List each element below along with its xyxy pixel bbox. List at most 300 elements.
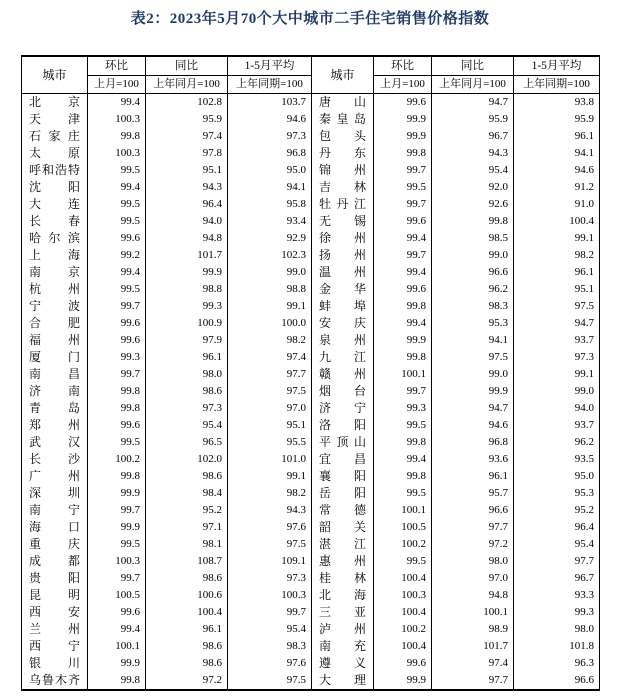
left-yoy-cell: 98.6 xyxy=(146,655,228,672)
left-mom-cell: 99.6 xyxy=(88,315,146,332)
left-city-cell: 成都 xyxy=(22,553,88,570)
left-city-cell: 厦门 xyxy=(22,349,88,366)
right-city-cell: 韶关 xyxy=(312,519,374,536)
left-avg-cell: 99.1 xyxy=(228,298,312,315)
right-yoy-cell: 96.6 xyxy=(432,264,514,281)
left-avg-cell: 100.3 xyxy=(228,587,312,604)
left-mom-cell: 100.2 xyxy=(88,451,146,468)
right-city-cell: 平顶山 xyxy=(312,434,374,451)
right-city-cell: 桂林 xyxy=(312,570,374,587)
left-mom-cell: 100.3 xyxy=(88,145,146,162)
right-city-cell: 济宁 xyxy=(312,400,374,417)
table-row xyxy=(22,247,600,264)
right-mom-cell: 99.8 xyxy=(374,468,432,485)
left-yoy-cell: 102.8 xyxy=(146,94,228,112)
right-mom-cell: 100.3 xyxy=(374,587,432,604)
left-avg-cell: 98.8 xyxy=(228,281,312,298)
right-city-cell: 金华 xyxy=(312,281,374,298)
left-mom-cell: 99.9 xyxy=(88,519,146,536)
left-yoy-cell: 102.0 xyxy=(146,451,228,468)
header-avg-left: 1-5月平均 xyxy=(228,56,312,76)
right-city-cell: 北海 xyxy=(312,587,374,604)
right-mom-cell: 100.4 xyxy=(374,604,432,621)
right-yoy-cell: 95.7 xyxy=(432,485,514,502)
left-yoy-cell: 96.1 xyxy=(146,349,228,366)
right-yoy-cell: 94.7 xyxy=(432,400,514,417)
right-avg-cell: 94.1 xyxy=(514,145,600,162)
left-city-cell: 呼和浩特 xyxy=(22,162,88,179)
right-mom-cell: 100.1 xyxy=(374,502,432,519)
left-yoy-cell: 100.9 xyxy=(146,315,228,332)
left-city-cell: 乌鲁木齐 xyxy=(22,672,88,690)
left-yoy-cell: 96.1 xyxy=(146,621,228,638)
left-city-cell: 昆明 xyxy=(22,587,88,604)
right-city-cell: 蚌埠 xyxy=(312,298,374,315)
right-yoy-cell: 101.7 xyxy=(432,638,514,655)
left-avg-cell: 99.0 xyxy=(228,264,312,281)
right-avg-cell: 99.0 xyxy=(514,383,600,400)
right-yoy-cell: 96.7 xyxy=(432,128,514,145)
left-mom-cell: 99.8 xyxy=(88,383,146,400)
left-avg-cell: 97.4 xyxy=(228,349,312,366)
header-mom-left: 环比 xyxy=(88,56,146,76)
right-yoy-cell: 97.2 xyxy=(432,536,514,553)
right-avg-cell: 96.6 xyxy=(514,672,600,690)
right-city-cell: 赣州 xyxy=(312,366,374,383)
right-yoy-cell: 92.0 xyxy=(432,179,514,196)
right-yoy-cell: 98.5 xyxy=(432,230,514,247)
table-row xyxy=(22,417,600,434)
right-avg-cell: 93.7 xyxy=(514,332,600,349)
right-mom-cell: 100.4 xyxy=(374,638,432,655)
table-row xyxy=(22,502,600,519)
table-row xyxy=(22,485,600,502)
right-avg-cell: 95.0 xyxy=(514,468,600,485)
right-city-cell: 遵义 xyxy=(312,655,374,672)
right-mom-cell: 99.7 xyxy=(374,383,432,400)
header-yoy-base-left: 上年同月=100 xyxy=(146,76,228,94)
right-avg-cell: 95.2 xyxy=(514,502,600,519)
left-yoy-cell: 100.4 xyxy=(146,604,228,621)
right-yoy-cell: 96.8 xyxy=(432,434,514,451)
left-yoy-cell: 98.6 xyxy=(146,638,228,655)
left-avg-cell: 97.7 xyxy=(228,366,312,383)
right-city-cell: 泸州 xyxy=(312,621,374,638)
left-city-cell: 重庆 xyxy=(22,536,88,553)
right-mom-cell: 100.2 xyxy=(374,621,432,638)
left-avg-cell: 94.3 xyxy=(228,502,312,519)
left-city-cell: 长春 xyxy=(22,213,88,230)
left-mom-cell: 99.8 xyxy=(88,672,146,690)
right-avg-cell: 99.3 xyxy=(514,604,600,621)
left-mom-cell: 99.4 xyxy=(88,94,146,112)
table-row xyxy=(22,519,600,536)
right-mom-cell: 100.4 xyxy=(374,570,432,587)
right-yoy-cell: 92.6 xyxy=(432,196,514,213)
left-city-cell: 贵阳 xyxy=(22,570,88,587)
left-mom-cell: 99.2 xyxy=(88,247,146,264)
left-yoy-cell: 94.0 xyxy=(146,213,228,230)
right-yoy-cell: 97.4 xyxy=(432,655,514,672)
left-city-cell: 深圳 xyxy=(22,485,88,502)
left-avg-cell: 100.0 xyxy=(228,315,312,332)
left-mom-cell: 99.8 xyxy=(88,128,146,145)
right-yoy-cell: 99.0 xyxy=(432,366,514,383)
right-yoy-cell: 100.1 xyxy=(432,604,514,621)
right-city-cell: 温州 xyxy=(312,264,374,281)
right-mom-cell: 99.4 xyxy=(374,264,432,281)
right-avg-cell: 93.8 xyxy=(514,94,600,112)
left-mom-cell: 99.5 xyxy=(88,434,146,451)
right-avg-cell: 91.0 xyxy=(514,196,600,213)
left-avg-cell: 97.0 xyxy=(228,400,312,417)
left-yoy-cell: 98.8 xyxy=(146,281,228,298)
left-avg-cell: 97.3 xyxy=(228,128,312,145)
left-avg-cell: 96.8 xyxy=(228,145,312,162)
right-city-cell: 宜昌 xyxy=(312,451,374,468)
right-avg-cell: 96.4 xyxy=(514,519,600,536)
left-yoy-cell: 97.2 xyxy=(146,672,228,690)
table-row xyxy=(22,434,600,451)
left-yoy-cell: 100.6 xyxy=(146,587,228,604)
header-city-left: 城市 xyxy=(22,56,88,94)
left-city-cell: 西安 xyxy=(22,604,88,621)
right-mom-cell: 99.8 xyxy=(374,145,432,162)
table-row xyxy=(22,111,600,128)
header-yoy-right: 同比 xyxy=(432,56,514,76)
right-avg-cell: 95.9 xyxy=(514,111,600,128)
left-mom-cell: 100.3 xyxy=(88,111,146,128)
right-avg-cell: 91.2 xyxy=(514,179,600,196)
right-avg-cell: 96.1 xyxy=(514,128,600,145)
table-row xyxy=(22,570,600,587)
header-avg-right: 1-5月平均 xyxy=(514,56,600,76)
right-mom-cell: 99.9 xyxy=(374,128,432,145)
right-yoy-cell: 95.9 xyxy=(432,111,514,128)
right-avg-cell: 98.2 xyxy=(514,247,600,264)
left-avg-cell: 99.7 xyxy=(228,604,312,621)
left-avg-cell: 93.4 xyxy=(228,213,312,230)
table-row xyxy=(22,298,600,315)
left-yoy-cell: 99.3 xyxy=(146,298,228,315)
right-city-cell: 襄阳 xyxy=(312,468,374,485)
right-city-cell: 秦皇岛 xyxy=(312,111,374,128)
right-city-cell: 泉州 xyxy=(312,332,374,349)
left-city-cell: 兰州 xyxy=(22,621,88,638)
table-row xyxy=(22,230,600,247)
right-mom-cell: 99.9 xyxy=(374,672,432,690)
left-city-cell: 北京 xyxy=(22,94,88,112)
table-row xyxy=(22,94,600,112)
right-city-cell: 牡丹江 xyxy=(312,196,374,213)
left-yoy-cell: 95.9 xyxy=(146,111,228,128)
left-mom-cell: 100.1 xyxy=(88,638,146,655)
left-yoy-cell: 97.9 xyxy=(146,332,228,349)
table-row xyxy=(22,672,600,690)
right-yoy-cell: 94.7 xyxy=(432,94,514,112)
left-city-cell: 武汉 xyxy=(22,434,88,451)
left-yoy-cell: 98.1 xyxy=(146,536,228,553)
header-mom-base-left: 上月=100 xyxy=(88,76,146,94)
table-row xyxy=(22,366,600,383)
left-avg-cell: 97.6 xyxy=(228,655,312,672)
table-row xyxy=(22,553,600,570)
right-city-cell: 吉林 xyxy=(312,179,374,196)
left-city-cell: 青岛 xyxy=(22,400,88,417)
right-avg-cell: 94.6 xyxy=(514,162,600,179)
left-mom-cell: 99.6 xyxy=(88,332,146,349)
table-row xyxy=(22,349,600,366)
right-city-cell: 湛江 xyxy=(312,536,374,553)
left-city-cell: 长沙 xyxy=(22,451,88,468)
table-header xyxy=(22,56,600,94)
right-yoy-cell: 99.8 xyxy=(432,213,514,230)
right-mom-cell: 99.6 xyxy=(374,655,432,672)
header-yoy-base-right: 上年同月=100 xyxy=(432,76,514,94)
right-yoy-cell: 94.6 xyxy=(432,417,514,434)
right-avg-cell: 95.4 xyxy=(514,536,600,553)
right-avg-cell: 94.7 xyxy=(514,315,600,332)
header-mom-base-right: 上月=100 xyxy=(374,76,432,94)
right-city-cell: 三亚 xyxy=(312,604,374,621)
right-yoy-cell: 96.2 xyxy=(432,281,514,298)
left-mom-cell: 99.9 xyxy=(88,655,146,672)
left-city-cell: 合肥 xyxy=(22,315,88,332)
table-row xyxy=(22,213,600,230)
left-city-cell: 太原 xyxy=(22,145,88,162)
right-mom-cell: 99.4 xyxy=(374,315,432,332)
header-yoy-left: 同比 xyxy=(146,56,228,76)
right-avg-cell: 101.8 xyxy=(514,638,600,655)
right-mom-cell: 99.9 xyxy=(374,332,432,349)
table-row xyxy=(22,145,600,162)
left-mom-cell: 99.5 xyxy=(88,536,146,553)
right-mom-cell: 100.5 xyxy=(374,519,432,536)
right-avg-cell: 100.4 xyxy=(514,213,600,230)
right-city-cell: 安庆 xyxy=(312,315,374,332)
right-yoy-cell: 94.3 xyxy=(432,145,514,162)
left-avg-cell: 95.0 xyxy=(228,162,312,179)
right-mom-cell: 99.5 xyxy=(374,179,432,196)
left-city-cell: 济南 xyxy=(22,383,88,400)
right-yoy-cell: 97.0 xyxy=(432,570,514,587)
table-row xyxy=(22,196,600,213)
left-yoy-cell: 98.6 xyxy=(146,570,228,587)
left-mom-cell: 99.5 xyxy=(88,162,146,179)
left-mom-cell: 99.9 xyxy=(88,485,146,502)
left-mom-cell: 99.4 xyxy=(88,179,146,196)
left-city-cell: 广州 xyxy=(22,468,88,485)
right-city-cell: 南充 xyxy=(312,638,374,655)
left-avg-cell: 98.3 xyxy=(228,638,312,655)
left-avg-cell: 109.1 xyxy=(228,553,312,570)
left-city-cell: 宁波 xyxy=(22,298,88,315)
table-row xyxy=(22,264,600,281)
left-city-cell: 南昌 xyxy=(22,366,88,383)
right-avg-cell: 99.1 xyxy=(514,366,600,383)
left-mom-cell: 99.5 xyxy=(88,196,146,213)
left-avg-cell: 94.1 xyxy=(228,179,312,196)
right-avg-cell: 97.3 xyxy=(514,349,600,366)
left-mom-cell: 99.8 xyxy=(88,468,146,485)
left-avg-cell: 95.4 xyxy=(228,621,312,638)
left-mom-cell: 99.6 xyxy=(88,417,146,434)
left-city-cell: 银川 xyxy=(22,655,88,672)
header-avg-base-left: 上年同期=100 xyxy=(228,76,312,94)
right-avg-cell: 97.7 xyxy=(514,553,600,570)
left-mom-cell: 99.7 xyxy=(88,570,146,587)
left-avg-cell: 99.1 xyxy=(228,468,312,485)
left-city-cell: 郑州 xyxy=(22,417,88,434)
left-city-cell: 杭州 xyxy=(22,281,88,298)
right-mom-cell: 99.3 xyxy=(374,400,432,417)
left-yoy-cell: 98.6 xyxy=(146,468,228,485)
left-mom-cell: 99.5 xyxy=(88,281,146,298)
left-avg-cell: 103.7 xyxy=(228,94,312,112)
right-city-cell: 岳阳 xyxy=(312,485,374,502)
right-city-cell: 锦州 xyxy=(312,162,374,179)
left-yoy-cell: 97.4 xyxy=(146,128,228,145)
table-row xyxy=(22,315,600,332)
left-avg-cell: 95.8 xyxy=(228,196,312,213)
header-avg-base-right: 上年同期=100 xyxy=(514,76,600,94)
left-avg-cell: 97.5 xyxy=(228,672,312,690)
left-avg-cell: 98.2 xyxy=(228,332,312,349)
left-mom-cell: 99.4 xyxy=(88,264,146,281)
left-city-cell: 西宁 xyxy=(22,638,88,655)
left-avg-cell: 97.6 xyxy=(228,519,312,536)
left-city-cell: 南宁 xyxy=(22,502,88,519)
left-yoy-cell: 94.3 xyxy=(146,179,228,196)
header-city-right: 城市 xyxy=(312,56,374,94)
left-city-cell: 南京 xyxy=(22,264,88,281)
left-city-cell: 大连 xyxy=(22,196,88,213)
right-mom-cell: 99.5 xyxy=(374,417,432,434)
left-avg-cell: 97.3 xyxy=(228,570,312,587)
left-yoy-cell: 95.4 xyxy=(146,417,228,434)
right-yoy-cell: 98.9 xyxy=(432,621,514,638)
right-yoy-cell: 97.7 xyxy=(432,519,514,536)
right-mom-cell: 99.9 xyxy=(374,111,432,128)
table-row xyxy=(22,281,600,298)
table-row xyxy=(22,587,600,604)
left-mom-cell: 99.6 xyxy=(88,230,146,247)
left-yoy-cell: 98.0 xyxy=(146,366,228,383)
right-mom-cell: 100.1 xyxy=(374,366,432,383)
left-yoy-cell: 98.4 xyxy=(146,485,228,502)
left-yoy-cell: 96.4 xyxy=(146,196,228,213)
left-mom-cell: 99.8 xyxy=(88,400,146,417)
right-city-cell: 九江 xyxy=(312,349,374,366)
header-mom-right: 环比 xyxy=(374,56,432,76)
right-city-cell: 扬州 xyxy=(312,247,374,264)
right-avg-cell: 96.7 xyxy=(514,570,600,587)
table-row xyxy=(22,179,600,196)
table-row xyxy=(22,128,600,145)
left-yoy-cell: 97.8 xyxy=(146,145,228,162)
right-yoy-cell: 94.1 xyxy=(432,332,514,349)
header-row-bases xyxy=(22,76,600,94)
left-yoy-cell: 99.9 xyxy=(146,264,228,281)
left-mom-cell: 99.6 xyxy=(88,604,146,621)
table-row xyxy=(22,332,600,349)
page-title: 表2：2023年5月70个大中城市二手住宅销售价格指数 xyxy=(130,11,490,27)
right-yoy-cell: 98.3 xyxy=(432,298,514,315)
right-mom-cell: 99.6 xyxy=(374,213,432,230)
right-mom-cell: 100.2 xyxy=(374,536,432,553)
left-avg-cell: 98.2 xyxy=(228,485,312,502)
right-city-cell: 惠州 xyxy=(312,553,374,570)
right-city-cell: 丹东 xyxy=(312,145,374,162)
left-mom-cell: 100.3 xyxy=(88,553,146,570)
right-city-cell: 洛阳 xyxy=(312,417,374,434)
right-avg-cell: 95.3 xyxy=(514,485,600,502)
table-row xyxy=(22,638,600,655)
left-yoy-cell: 98.6 xyxy=(146,383,228,400)
table-row xyxy=(22,162,600,179)
left-city-cell: 石家庄 xyxy=(22,128,88,145)
right-avg-cell: 99.1 xyxy=(514,230,600,247)
left-mom-cell: 99.5 xyxy=(88,213,146,230)
right-yoy-cell: 99.9 xyxy=(432,383,514,400)
right-avg-cell: 95.1 xyxy=(514,281,600,298)
table-row xyxy=(22,400,600,417)
table-row xyxy=(22,383,600,400)
table-row xyxy=(22,621,600,638)
right-city-cell: 包头 xyxy=(312,128,374,145)
right-mom-cell: 99.7 xyxy=(374,247,432,264)
table-row xyxy=(22,468,600,485)
table-row xyxy=(22,451,600,468)
right-avg-cell: 96.1 xyxy=(514,264,600,281)
left-city-cell: 海口 xyxy=(22,519,88,536)
left-city-cell: 哈尔滨 xyxy=(22,230,88,247)
right-yoy-cell: 97.5 xyxy=(432,349,514,366)
right-city-cell: 无锡 xyxy=(312,213,374,230)
table-row xyxy=(22,604,600,621)
right-mom-cell: 99.4 xyxy=(374,230,432,247)
right-mom-cell: 99.4 xyxy=(374,451,432,468)
right-city-cell: 徐州 xyxy=(312,230,374,247)
right-yoy-cell: 99.0 xyxy=(432,247,514,264)
left-avg-cell: 97.5 xyxy=(228,536,312,553)
right-avg-cell: 96.3 xyxy=(514,655,600,672)
left-yoy-cell: 97.1 xyxy=(146,519,228,536)
right-mom-cell: 99.5 xyxy=(374,485,432,502)
right-city-cell: 常德 xyxy=(312,502,374,519)
right-mom-cell: 99.8 xyxy=(374,298,432,315)
left-yoy-cell: 96.5 xyxy=(146,434,228,451)
right-avg-cell: 93.3 xyxy=(514,587,600,604)
left-yoy-cell: 95.1 xyxy=(146,162,228,179)
left-mom-cell: 99.3 xyxy=(88,349,146,366)
price-index-table xyxy=(21,55,600,691)
left-avg-cell: 95.1 xyxy=(228,417,312,434)
right-city-cell: 烟台 xyxy=(312,383,374,400)
left-mom-cell: 99.7 xyxy=(88,366,146,383)
right-mom-cell: 99.7 xyxy=(374,162,432,179)
left-avg-cell: 95.5 xyxy=(228,434,312,451)
left-city-cell: 福州 xyxy=(22,332,88,349)
table-row xyxy=(22,536,600,553)
right-yoy-cell: 97.7 xyxy=(432,672,514,690)
right-mom-cell: 99.6 xyxy=(374,94,432,112)
right-avg-cell: 97.5 xyxy=(514,298,600,315)
left-avg-cell: 101.0 xyxy=(228,451,312,468)
left-mom-cell: 99.7 xyxy=(88,502,146,519)
right-yoy-cell: 93.6 xyxy=(432,451,514,468)
left-city-cell: 天津 xyxy=(22,111,88,128)
